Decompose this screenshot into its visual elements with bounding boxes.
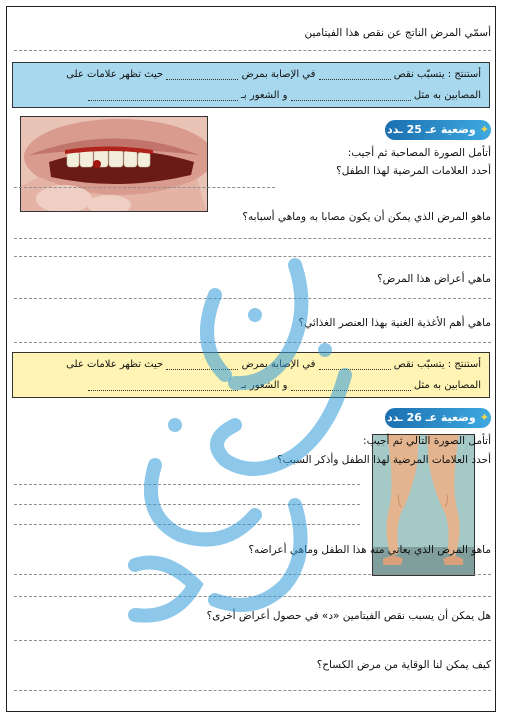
conclusion-text: في الإصابة بمرض (241, 69, 316, 80)
conclusion-text: في الإصابة بمرض (241, 359, 316, 370)
situation-26-banner (385, 408, 491, 428)
situation-26-question-4: كيف يمكن لنا الوقاية من مرض الكساح؟ (316, 659, 491, 671)
fill-blank[interactable] (166, 359, 238, 370)
conclusion-text: أستنتج : يتسبّب نقص (393, 69, 481, 80)
conclusion-line-2 (21, 90, 481, 104)
fill-blank[interactable] (88, 90, 238, 101)
fill-blank[interactable] (319, 69, 391, 80)
fill-blank[interactable] (166, 69, 238, 80)
fill-blank[interactable] (291, 90, 411, 101)
answer-line (14, 690, 491, 691)
star-icon: ✦ (479, 411, 489, 424)
answer-line (14, 342, 491, 343)
answer-line (14, 574, 491, 575)
situation-26-question-3: هل يمكن أن يسبب نقص الفيتامين «د» في حصول أعراض أخرى؟ (206, 610, 491, 622)
answer-line (14, 596, 491, 597)
answer-line (14, 50, 491, 51)
situation-25-title: وضعية عـ 25 ـدد (387, 123, 476, 136)
fill-blank[interactable] (319, 359, 391, 370)
situation-25-question-3: ماهي أعراض هذا المرض؟ (377, 273, 491, 285)
fill-blank[interactable] (291, 380, 411, 391)
intro-question: أسمّي المرض الناتج عن نقص هذا الفيتامين (304, 27, 491, 39)
answer-line (14, 238, 491, 239)
conclusion-text: حيث تظهر علامات على (66, 359, 164, 370)
answer-line (14, 256, 491, 257)
conclusion-text: حيث تظهر علامات على (66, 69, 164, 80)
situation-26-question-2: ماهو المرض الذي يعاني منه هذا الطفل وماهي أعراضه؟ (248, 544, 491, 556)
star-icon: ✦ (479, 123, 489, 136)
situation-26-title: وضعية عـ 26 ـدد (387, 411, 476, 424)
conclusion-line-1 (21, 69, 481, 83)
conclusion-text: أستنتج : يتسبّب نقص (393, 359, 481, 370)
answer-line (14, 298, 491, 299)
conclusion-text: المصابين به مثل (413, 380, 481, 391)
conclusion-box-2 (12, 352, 490, 398)
answer-line (14, 504, 360, 505)
situation-25-question-4: ماهي أهم الأغذية الغنية بهذا العنصر الغذائي؟ (298, 317, 491, 329)
answer-line (14, 187, 275, 188)
answer-line (14, 484, 360, 485)
situation-25-question-2: ماهو المرض الذي يمكن أن يكون مصابا به وماهي أسبابه؟ (242, 211, 491, 223)
situation-25-instruction: أتأمل الصورة المصاحبة ثم أجيب: (347, 147, 491, 159)
situation-26-instruction: أتأمل الصورة التالي ثم أجيب: (363, 435, 491, 447)
answer-line (14, 524, 360, 525)
fill-blank[interactable] (88, 380, 238, 391)
conclusion-box-1 (12, 62, 490, 108)
situation-25-banner (385, 120, 491, 140)
situation-25-question-1: أحدد العلامات المرضية لهذا الطفل؟ (336, 165, 491, 177)
situation-26-question-1: أحدد العلامات المرضية لهذا الطفل وأذكر السبب؟ (277, 454, 491, 466)
conclusion-text: و الشعور بـ (240, 90, 288, 101)
conclusion-text: و الشعور بـ (240, 380, 288, 391)
conclusion-line-2 (21, 380, 481, 394)
conclusion-line-1 (21, 359, 481, 373)
answer-line (14, 640, 491, 641)
conclusion-text: المصابين به مثل (413, 90, 481, 101)
gums-bleeding-photo (20, 116, 208, 212)
